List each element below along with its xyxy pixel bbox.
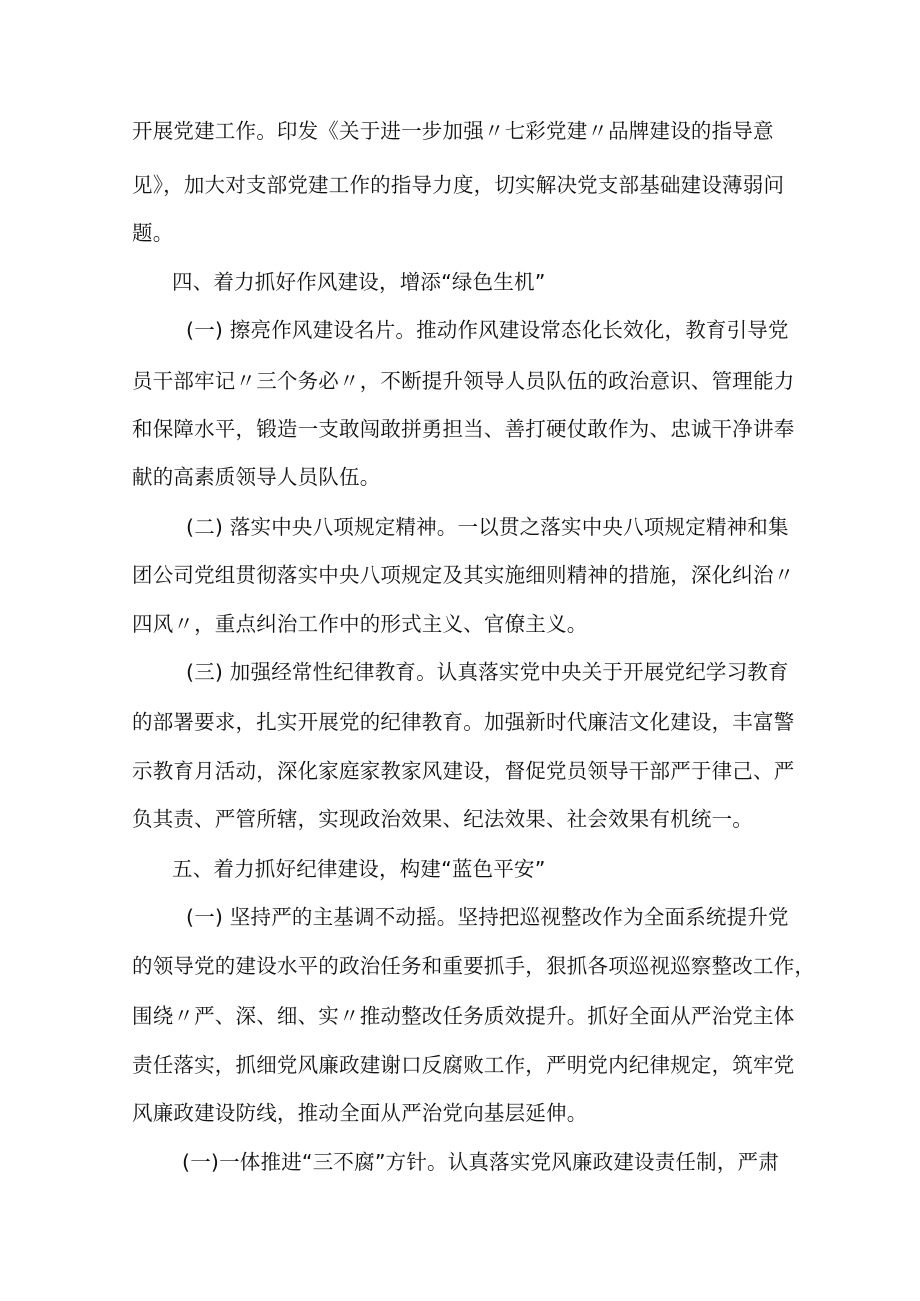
paragraph-line: 负其责、严管所辖，实现政治效果、纪法效果、社会效果有机统一。	[132, 807, 753, 831]
paragraph-line: 开展党建工作。印发《关于进一步加强〃七彩党建〃品牌建设的指导意	[132, 119, 774, 143]
paragraph-line: 的部署要求，扎实开展党的纪律教育。加强新时代廉洁文化建设，丰富警	[132, 710, 795, 734]
paragraph-line: 示教育月活动，深化家庭家教家风建设，督促党员领导干部严于律己、严	[132, 759, 795, 783]
paragraph-line: 题。	[132, 221, 174, 245]
paragraph-line: 责任落实，抓细党风廉政建谢口反腐败工作，严明党内纪律规定，筑牢党	[132, 1053, 795, 1077]
paragraph-line: (一)一体推进“三不腐”方针。认真落实党风廉政建设责任制，严肃	[182, 1150, 779, 1174]
paragraph-line: 献的高素质领导人员队伍。	[132, 465, 381, 489]
paragraph-line: 的领导党的建设水平的政治任务和重要抓手，狠抓各项巡视巡察整改工作，	[132, 954, 816, 978]
paragraph-line: 团公司党组贯彻落实中央八项规定及其实施细则精神的措施，深化纠治〃	[132, 563, 795, 587]
paragraph-line: 围绕〃严、深、细、实〃推动整改任务质效提升。抓好全面从严治党主体	[132, 1004, 795, 1028]
paragraph-line: 风廉政建设防线，推动全面从严治党向基层延伸。	[132, 1101, 588, 1125]
section-heading: 四、着力抓好作风建设，增添“绿色生机”	[172, 270, 546, 294]
paragraph-line: (一) 擦亮作风建设名片。推动作风建设常态化长效化，教育引导党	[186, 318, 789, 342]
paragraph-line: 见》，加大对支部党建工作的指导力度，切实解决党支部基础建设薄弱问	[132, 173, 785, 197]
paragraph-line: (三) 加强经常性纪律教育。认真落实党中央关于开展党纪学习教育	[186, 660, 789, 684]
paragraph-line: (二) 落实中央八项规定精神。一以贯之落实中央八项规定精神和集	[186, 515, 789, 539]
section-heading: 五、着力抓好纪律建设，构建“蓝色平安”	[172, 857, 546, 881]
paragraph-line: 四风〃，重点纠治工作中的形式主义、官僚主义。	[132, 612, 588, 636]
paragraph-line: 和保障水平，锻造一支敢闯敢拼勇担当、善打硬仗敢作为、忠诚干净讲奉	[132, 417, 795, 441]
paragraph-line: (一) 坚持严的主基调不动摇。坚持把巡视整改作为全面系统提升党	[186, 905, 789, 929]
paragraph-line: 员干部牢记〃三个务必〃，不断提升领导人员队伍的政治意识、管理能力	[132, 369, 795, 393]
